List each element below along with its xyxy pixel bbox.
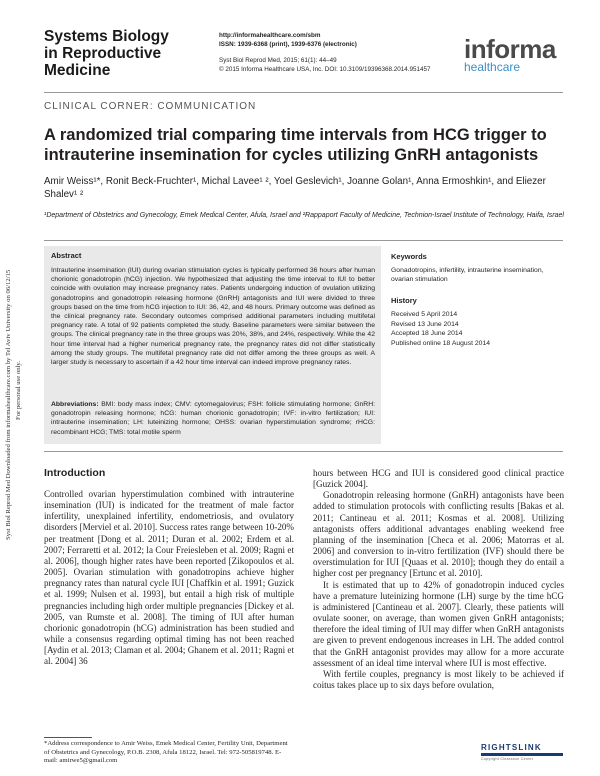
citation-line: Syst Biol Reprod Med, 2015; 61(1): 44–49 (219, 57, 337, 64)
journal-title: Systems Biology in Reproductive Medicine (44, 28, 169, 79)
article-title: A randomized trial comparing time intervals from HCG trigger to intrauterine insemination for cycles utilizing GnRH antagonists (44, 126, 547, 164)
rightslink-sub: Copyright Clearance Center (481, 757, 534, 761)
history-list (391, 310, 563, 348)
intro-paragraph-1: Controlled ovarian hyperstimulation combined with intrauterine insemination (IUI) is indicated for the treatment of male factor infertility, unexplained infertility, endometriosis, and ovulatory disorders [Merviel et al. 2010]. Success rates range between 10-20% per treatment [Dong et al. 2011; Duran et al. 2002; Erdem et al. 2007; Ferraretti et al. 2012; la Cour Freiesleben et al. 2009; Ragni et al. 2006], though higher rates have been reported [Zikopoulos et al. 2005]. Ovarian stimulation with gonadotropins achieve higher pregnancy rates than natural cycle IUI [Chaffkin et al. 1991; Guzick et al. 1999; Nulsen et al. 1993], but entail a high risk of multiple pregnancies including high order multiple pregnancies [Dickey et al. 2005, van Rumste et al. 2008]. The timing of IUI after human chorionic gonadotropin (hCG) administration has been studied and while a consensus regarding optimal timing has not been reached [Aydin et al. 2013; Claman et al. 2004; Ghanem et al. 2011; Ragni et al. 2004] 36 (44, 489, 294, 667)
abbreviations-label: Abbreviations: (51, 401, 99, 408)
keywords-heading: Keywords (391, 252, 427, 261)
intro-paragraph-4: With fertile couples, pregnancy is most likely to be achieved if coitus takes place up to six days before ovulation, (313, 668, 564, 690)
intro-paragraph-1-cont: hours between HCG and IUI is considered good clinical practice [Guzick 2004]. (313, 468, 564, 490)
abstract-text: Intrauterine insemination (IUI) during ovarian stimulation cycles is typically performed 36 hours after human chorionic gonadotropin (hCG) injection. We hypothesized that adjusting the time interval to IUI to better coincide with ovulation may increase pregnancy rates. Patients undergoing induction of ovulation utilizing gonadotropins and gonadotropin releasing hormone (GnRH) antagonists and IUI were divided to three groups based on the time from hCG injection to IUI: 36, 42, and 48 hours. Primary outcome was defined as the clinical pregnancy rate. Secondary outcomes comprised additional parameters including multifetal pregnancy rate. A total of 92 patients completed the study. Baseline parameters were similar between the groups. The clinical pregnancy rate in the three groups was 20%, 38%, and 24%, respectively. While the 42 hour time interval had a higher numerical pregnancy rate, the pregnancy rates did not differ statistically among the study groups. The multifetal pregnancy rate did not differ among the three groups as well. A larger study is necessary to ascertain if a 42 hour time interval can indeed improve pregnancy rates. (51, 267, 375, 367)
logo-healthcare: healthcare (464, 60, 521, 74)
history-published: Published online 18 August 2014 (391, 339, 491, 347)
rightslink-badge[interactable] (481, 743, 563, 763)
author-list: Amir Weiss¹*, Ronit Beck-Fruchter¹, Michal Lavee¹ ², Yoel Geslevich¹, Joanne Golan¹, Anna Ermoshkin¹, and Eliezer Shalev¹ ² (44, 176, 546, 200)
intro-paragraph-2: Gonadotropin releasing hormone (GnRH) antagonists have been added to stimulation protocols with conflicting results [Bakas et al. 2011; Cantineau et al. 2011; Kosmas et al. 2008]. Utilizing antagonists offers additional advantages enabling weekend free planning of the insemination [Checa et al. 2006; Matorras et al. 2006] and conversion to in-vitro fertilization (IVF) should there be overstimulation for IUI [Quaas et al. 2010]; though they do entail a higher cost per pregnancy [Ertunc et al. 2010]. (313, 490, 564, 579)
body-divider (44, 451, 563, 452)
history-accepted: Accepted 18 June 2014 (391, 330, 463, 337)
correspondence-footnote: *Address correspondence to Amir Weiss, Emek Medical Center, Fertility Unit, Department of Obstetrics and Gynecology, P.O.B. 2308, Afula 18122, Israel. Tel: 972-505819748. E-mail: amirwe5@gmail.com (44, 740, 288, 765)
journal-meta (219, 32, 469, 74)
rightslink-label: RIGHTSLINK (481, 743, 542, 752)
rightslink-bar (481, 753, 563, 756)
history-heading: History (391, 296, 417, 305)
history-revised: Revised 13 June 2014 (391, 320, 459, 328)
copyright-doi: © 2015 Informa Healthcare USA, Inc. DOI: 10.3109/19396368.2014.951457 (219, 65, 431, 73)
abbreviations-text: BMI: body mass index; CMV: cytomegalovirus; FSH: follicle stimulating hormone; GnRH: gonadotropin releasing hormone; hCG: human chorionic gonadotropin; IVF: in-vitro fertilization; IUI: intrauterine insemination; LH: luteinizing hormone; OHSS: ovarian hyperstimulation syndrome; rHCG: recombinant HCG; TMS: total motile sperm (51, 401, 375, 436)
abbreviations (51, 400, 375, 437)
body-left-column (44, 489, 294, 668)
logo-informa: informa (464, 34, 556, 64)
introduction-heading: Introduction (44, 467, 106, 479)
keywords-text: Gonadotropins, infertility, intrauterine insemination, ovarian stimulation (391, 267, 544, 284)
journal-issn: ISSN: 1939-6368 (print), 1939-6376 (electronic) (219, 40, 357, 48)
affiliations: ¹Department of Obstetrics and Gynecology, Emek Medical Center, Afula, Israel and ²Rappaport Faculty of Medicine, Technion-Israel Institute of Technology, Haifa, Israel (44, 212, 564, 219)
intro-paragraph-3: It is estimated that up to 42% of gonadotropin induced cycles have a premature luteinizing hormone (LH) surge by the time hCG is administered [Cantineau et al. 2007]. Clearly, these patients will ovulate sooner, on average, than women given GnRH antagonists; therefore the ideal timing of IUI may differ when GnRH antagonists are given to prevent endogenous increases in LH. The added control that the GnRH antagonist provides may allow for a more accurate assessment of an ideal time interval where IUI is most effective. (313, 579, 564, 668)
header-divider (44, 92, 563, 93)
watermark-line-2: For personal use only. (15, 360, 22, 420)
abstract-heading: Abstract (51, 251, 82, 260)
publisher-logo (464, 34, 564, 74)
history-received: Received 5 April 2014 (391, 311, 458, 318)
affiliation-divider (44, 240, 563, 241)
footnote-divider (44, 737, 92, 738)
journal-url[interactable]: http://informahealthcare.com/sbm (219, 32, 321, 39)
section-label: CLINICAL CORNER: COMMUNICATION (44, 101, 257, 112)
body-right-column (313, 468, 564, 691)
watermark-line-1: Syst Biol Reprod Med Downloaded from informahealthcare.com by Tel Aviv University on 06/12/15 (5, 269, 12, 540)
